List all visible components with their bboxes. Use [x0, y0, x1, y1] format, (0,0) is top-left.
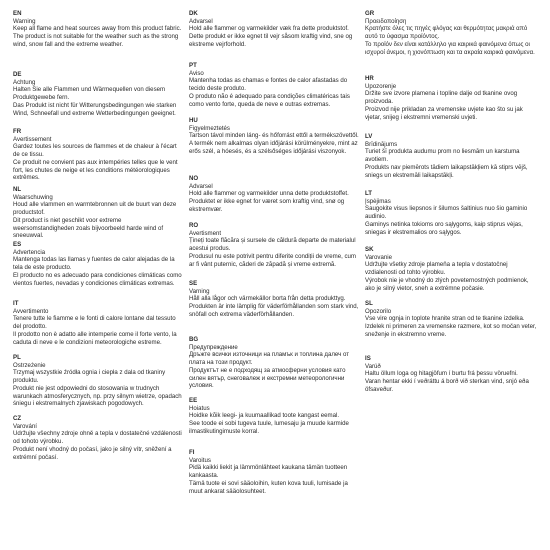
- warning-text: Turiet šī produkta audumu prom no liesmām un karstuma avotiem.: [365, 148, 520, 164]
- language-code: IS: [365, 355, 371, 362]
- language-block-no: [189, 175, 361, 214]
- warning-title: Varování: [13, 422, 37, 430]
- language-block-pl: [13, 354, 183, 408]
- language-code: SK: [365, 246, 374, 253]
- warning-text: Produkten är inte lämplig för väderförhållanden som stark vind, snöfall och extrema väderförhållanden.: [189, 303, 359, 318]
- warning-text: Il prodotto non è adatto alle intemperie come il forte vento, la caduta di neve e le condizioni meteorologiche estreme.: [13, 330, 177, 346]
- warning-title: Ostrzeżenie: [13, 361, 46, 369]
- language-block-cz: [13, 415, 183, 461]
- language-code: SL: [365, 300, 373, 307]
- warning-text: Produktet er ikke egnet for været som kraftig vind, snø og ekstremvær.: [189, 198, 345, 213]
- warning-title: Προειδοποίηση: [365, 17, 407, 25]
- warning-text: Το προϊόν δεν είναι κατάλληλο για καιρικά φαινόμενα όπως οι ισχυροί άνεμοι, η χιονόπτωση και τα ακραία καιρικά φαινόμενα.: [365, 40, 535, 56]
- language-block-fi: [189, 449, 361, 495]
- warning-text: Držite sve izvore plamena i topline dalje od tkanine ovog proizvoda.: [365, 90, 518, 106]
- warning-text: Gardez toutes les sources de flammes et de chaleur à l'écart de ce tissu.: [13, 143, 177, 159]
- warning-title: Warning: [13, 17, 36, 25]
- language-block-dk: [189, 10, 361, 49]
- language-block-sk: [365, 246, 537, 292]
- warning-title: Avertissement: [13, 135, 52, 143]
- warning-title: Advarsel: [189, 17, 213, 25]
- language-code: CZ: [13, 415, 22, 422]
- language-block-es: [13, 241, 183, 287]
- warning-text: Produkt nie jest odpowiedni do stosowania w trudnych warunkach atmosferycznych, np. przy silnym wietrze, opadach śniegu i ekstremalnych zjawiskach pogodowych.: [13, 384, 182, 408]
- language-block-nl: [13, 186, 183, 240]
- warning-text: Udržujte všechny zdroje ohně a tepla v dostatečné vzdálenosti od tohoto výrobku.: [13, 430, 182, 446]
- warning-text: Tämä tuote ei sovi sääoloihin, kuten kova tuuli, lumisade ja muut ankarat sääolosuhteet.: [189, 479, 348, 495]
- language-code: BG: [189, 336, 199, 343]
- warning-text: Dit product is niet geschikt voor extreme weersomstandigheden zoals bijvoorbeeld harde wind of sneeuwval.: [13, 216, 164, 240]
- warning-text: Țineți toate flăcăra și sursele de căldură departe de materialul acestui produs.: [189, 237, 356, 253]
- language-block-se: [189, 280, 361, 319]
- language-code: IT: [13, 300, 19, 307]
- warning-text: Ce produit ne convient pas aux intempéries telles que le vent fort, les chutes de neige et les conditions météorologiques extrêmes.: [13, 158, 178, 182]
- language-code: HU: [189, 117, 198, 124]
- warning-text: El producto no es adecuado para condiciones climáticas como vientos fuertes, nevadas y condiciones climáticas extremas.: [13, 271, 182, 287]
- warning-text: Produsul nu este potrivit pentru diferite condiții de vreme, cum ar fi vânt puternic, căderi de zăpadă și vreme extremă.: [189, 252, 356, 268]
- warning-text: Das Produkt ist nicht für Witterungsbedingungen wie starken Wind, Schneefall und extreme Wetterbedingungen geeignet.: [13, 101, 177, 117]
- warning-text: A termék nem alkalmas olyan időjárási körülményekre, mint az erős szél, a hóesés, és a szélsőséges időjárási viszonyok.: [189, 140, 358, 155]
- warning-title: Avertisment: [189, 229, 222, 237]
- warning-text: Vse vire ognja in toplote hranite stran od te tkanine izdelka.: [365, 315, 525, 323]
- warning-text: Pidä kaikki liekit ja lämmönlähteet kaukana tämän tuotteen kankaasta.: [189, 464, 348, 480]
- language-code: ES: [13, 241, 22, 248]
- warning-title: Varovanie: [365, 253, 392, 261]
- warning-title: Upozorenje: [365, 82, 397, 90]
- warning-text: Hoidke kõik leegi- ja kuumaallikad toote kangast eemal.: [189, 412, 340, 420]
- warning-text: See toode ei sobi tugeva tuule, lumesaju ja muude karmide ilmastikutingimuste korral.: [189, 420, 349, 435]
- warning-text: Κρατήστε όλες τις πηγές φλόγας και θερμότητας μακριά από αυτό το ύφασμα προϊόντος.: [365, 25, 528, 41]
- warning-title: Advertencia: [13, 248, 46, 256]
- language-code: LT: [365, 190, 372, 197]
- warning-title: Įspėjimas: [365, 197, 391, 205]
- warning-title: Aviso: [189, 69, 204, 77]
- language-code: DK: [189, 10, 198, 17]
- language-block-is: [365, 355, 537, 394]
- warning-text: Tenere tutte le fiamme e le fonti di calore lontane dal tessuto del prodotto.: [13, 315, 176, 331]
- warning-text: The product is not suitable for the weather such as the strong wind, snow fall and the extreme weather.: [13, 33, 179, 48]
- language-code: PT: [189, 62, 197, 69]
- warning-text: Udržujte všetky zdroje plameňa a tepla v dostatočnej vzdialenosti od tohto výrobku.: [365, 261, 508, 277]
- warning-text: Håll alla lågor och värmekällor borta från detta produkttyg.: [189, 295, 346, 303]
- warning-text: Výrobok nie je vhodný do zlých poveternostných podmienok, ako je silný vietor, sneh a extrémne počasie.: [365, 276, 529, 292]
- language-block-sl: [365, 300, 537, 339]
- warning-text: Mantenga todas las llamas y fuentes de calor alejadas de la tela de este producto.: [13, 256, 175, 272]
- warning-text: Dette produkt er ikke egnet til vejr såsom kraftig vind, sne og ekstreme vejrforhold.: [189, 33, 353, 48]
- warning-title: Varúð: [365, 362, 381, 370]
- warning-text: Hold alle flammer og varmekilder unna dette produktstoffet.: [189, 190, 349, 198]
- language-block-it: [13, 300, 183, 346]
- warning-title: Brīdinājums: [365, 140, 398, 148]
- warning-title: Waarschuwing: [13, 193, 53, 201]
- warning-title: Avvertimento: [13, 307, 49, 315]
- warning-text: Tartson távol minden láng- és hőforrást ettől a termékszövettől.: [189, 132, 359, 140]
- language-code: SE: [189, 280, 198, 287]
- warning-text: Mantenha todas as chamas e fontes de calor afastadas do tecido deste produto.: [189, 77, 348, 93]
- language-code: EE: [189, 397, 198, 404]
- warning-text: Saugokite visus liepsnos ir šilumos šaltinius nuo šio gaminio audinio.: [365, 205, 528, 221]
- language-code: FI: [189, 449, 195, 456]
- warning-title: Opozorilo: [365, 307, 392, 315]
- warning-text: Houd alle vlammen en warmtebronnen uit de buurt van deze productstof.: [13, 201, 177, 217]
- language-block-hu: [189, 117, 361, 156]
- language-block-lt: [365, 190, 537, 236]
- language-code: DE: [13, 71, 22, 78]
- language-block-ee: [189, 397, 361, 436]
- warning-text: Varan hentar ekki í veðráttu á borð við sterkan vind, snjó eða öfsaveður.: [365, 378, 529, 393]
- warning-text: Keep all flame and heat sources away from this product fabric.: [13, 25, 182, 33]
- warning-text: Haltu öllum loga og hitagjöfum í burtu frá þessu vöruefni.: [365, 370, 518, 378]
- warning-text: Hold alle flammer og varmekilder væk fra dette produktstof.: [189, 25, 349, 33]
- language-block-lv: [365, 133, 537, 179]
- language-block-gr: [365, 10, 537, 56]
- language-code: FR: [13, 128, 22, 135]
- language-block-de: [13, 71, 183, 117]
- language-block-ro: [189, 222, 361, 268]
- warning-text: O produto não é adequado para condições climatéricas tais como vento forte, queda de neve e outras extremas.: [189, 92, 350, 108]
- warning-title: Hoiatus: [189, 404, 210, 412]
- warning-text: Дръжте всички източници на пламък и топлина далеч от плата на този продукт.: [189, 351, 350, 367]
- language-block-pt: [189, 62, 361, 108]
- language-code: HR: [365, 75, 374, 82]
- language-code: NL: [13, 186, 22, 193]
- language-code: NO: [189, 175, 199, 182]
- warning-title: Varoitus: [189, 456, 211, 464]
- language-code: RO: [189, 222, 199, 229]
- language-block-fr: [13, 128, 183, 182]
- warning-title: Achtung: [13, 78, 36, 86]
- language-code: PL: [13, 354, 21, 361]
- language-code: GR: [365, 10, 375, 17]
- warning-text: Trzymaj wszystkie źródła ognia i ciepła z dala od tkaniny produktu.: [13, 369, 166, 385]
- language-code: EN: [13, 10, 22, 17]
- warning-text: Izdelek ni primeren za vremenske razmere, kot so močan veter, sneženje in ekstremno vreme.: [365, 323, 537, 338]
- warning-text: Produkt není vhodný do počasí, jako je silný vítr, sněžení a extrémní počasí.: [13, 445, 172, 461]
- language-block-en: [13, 10, 183, 49]
- warning-text: Halten Sie alle Flammen und Wärmequellen von diesem Produktgewebe fern.: [13, 86, 166, 102]
- warning-text: Produkts nav piemērots tādiem laikapstākļiem kā stiprs vējš, sniegs un ekstremāli laikapstākļi.: [365, 163, 528, 179]
- language-block-bg: [189, 336, 361, 390]
- warning-title: Предупреждение: [189, 343, 238, 351]
- warning-title: Advarsel: [189, 182, 213, 190]
- warning-title: Figyelmeztetés: [189, 124, 230, 132]
- language-block-hr: [365, 75, 537, 121]
- language-code: LV: [365, 133, 373, 140]
- warning-title: Varning: [189, 287, 210, 295]
- warning-text: Продуктът не е подходящ за атмосферни условия като силен вятър, снеговалеж и екстремни метеорологични условия.: [189, 366, 346, 390]
- warning-text: Gaminys netinka tokioms oro sąlygoms, kaip stiprus vėjas, sniegas ir ekstremalios oro sąlygos.: [365, 220, 523, 236]
- warning-text: Proizvod nije prikladan za vremenske uvjete kao što su jak vjetar, snijeg i ekstremni vremenski uvjeti.: [365, 105, 523, 121]
